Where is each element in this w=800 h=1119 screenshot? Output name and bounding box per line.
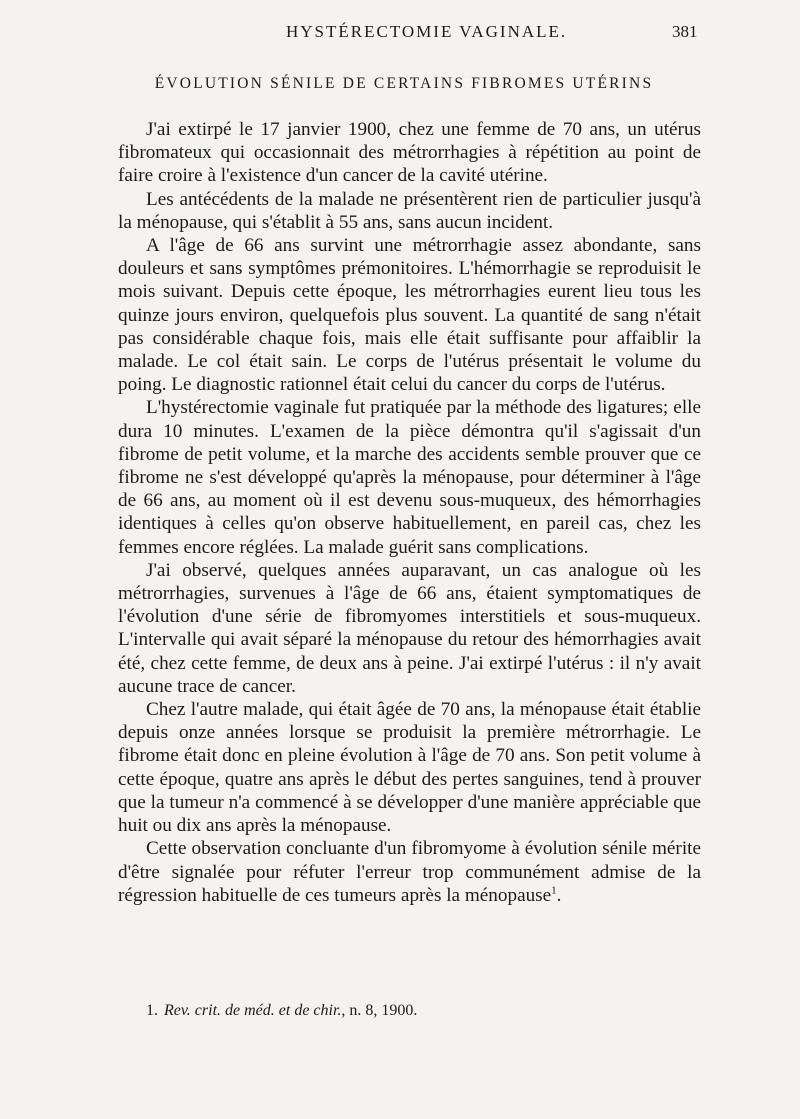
footnote-details: , n. 8, 1900. bbox=[341, 1002, 418, 1019]
paragraph: Chez l'autre malade, qui était âgée de 70 ans, la ménopause était établie depuis onze années lorsque se produisit la première métrorrhagie. Le fibrome était donc en pleine évolution à l'âge de 70 ans. Son petit volume à cette époque, quatre ans après le début des pertes sanguines, tend à prouver que la tumeur n'a commencé à se développer d'une manière appréciable que huit ou dix ans après la ménopause. bbox=[118, 699, 701, 837]
running-header bbox=[0, 20, 800, 44]
body-text bbox=[118, 118, 701, 907]
page-number: 381 bbox=[672, 22, 698, 41]
section-title: ÉVOLUTION SÉNILE DE CERTAINS FIBROMES UTÉRINS bbox=[154, 75, 654, 92]
paragraph: Cette observation concluante d'un fibromyome à évolution sénile mérite d'être signalée pour réfuter l'erreur trop communément admise de la régression habituelle de ces tumeurs après la ménopause$^1$. bbox=[118, 838, 701, 906]
footnote-number: 1. bbox=[146, 1002, 158, 1019]
paragraph: Les antécédents de la malade ne présentèrent rien de particulier jusqu'à la ménopause, qui s'établit à 55 ans, sans aucun incident. bbox=[118, 188, 701, 233]
footnote bbox=[146, 1000, 417, 1022]
paragraph: J'ai extirpé le 17 janvier 1900, chez une femme de 70 ans, un utérus fibromateux qui occasionnait des métrorrhagies à répétition au point de faire croire à l'existence d'un cancer de la cavité utérine. bbox=[118, 119, 701, 187]
paragraph: L'hystérectomie vaginale fut pratiquée par la méthode des ligatures; elle dura 10 minutes. L'examen de la pièce démontra qu'il s'agissait d'un fibrome de petit volume, et la marche des accidents semble prouver que ce fibrome ne s'est développé qu'après la ménopause, pour déterminer à l'âge de 66 ans, au moment où il est devenu sous-muqueux, des hémorrhagies identiques à celles qu'on observe habituellement, en pareil cas, chez les femmes encore réglées. La malade guérit sans complications. bbox=[118, 397, 701, 558]
footnote-source: Rev. crit. de méd. et de chir. bbox=[164, 1002, 342, 1019]
running-title: HYSTÉRECTOMIE VAGINALE. bbox=[286, 22, 568, 41]
footnote-marker[interactable]: 1 bbox=[551, 884, 557, 897]
paragraph-text: Cette observation concluante d'un fibromyome à évolution sénile mérite d'être signalée pour réfuter l'erreur trop communément admise de la régression habituelle de ces tumeurs après la ménopause bbox=[118, 838, 701, 906]
paragraph: J'ai observé, quelques années auparavant, un cas analogue où les métrorrhagies, survenues à l'âge de 66 ans, étaient symptomatiques de l'évolution d'une série de fibromyomes interstitiels et sous-muqueux. L'intervalle qui avait séparé la ménopause du retour des hémorrhagies avait été, chez cette femme, de deux ans à peine. J'ai extirpé l'utérus : il n'y avait aucune trace de cancer. bbox=[118, 559, 701, 697]
paragraph: A l'âge de 66 ans survint une métrorrhagie assez abondante, sans douleurs et sans symptômes prémonitoires. L'hémorrhagie se reproduisit le mois suivant. Depuis cette époque, les métrorrhagies eurent lieu tous les quinze jours environ, quelquefois plus souvent. La quantité de sang n'était pas considérable chaque fois, mais elle était suffisante pour affaiblir la malade. Le col était sain. Le corps de l'utérus présentait le volume du poing. Le diagnostic rationnel était celui du cancer du corps de l'utérus. bbox=[118, 235, 701, 396]
